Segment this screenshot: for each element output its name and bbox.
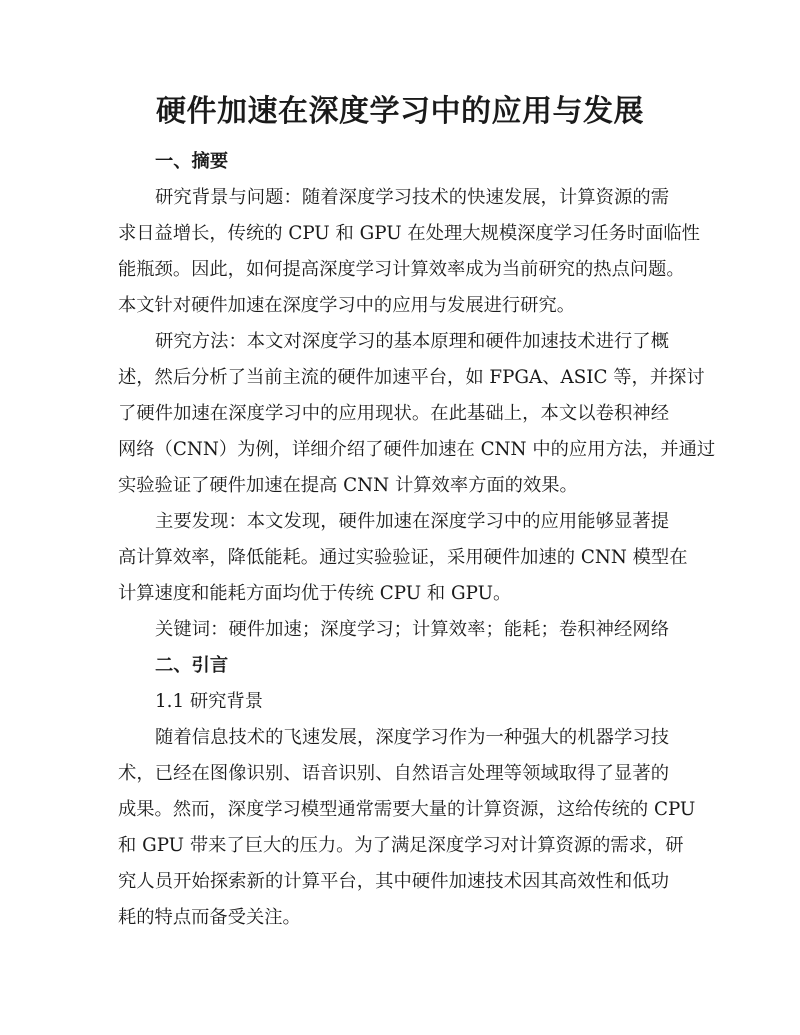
text-line: 随着信息技术的飞速发展，深度学习作为一种强大的机器学习技	[155, 727, 669, 748]
text-line: 主要发现：本文发现，硬件加速在深度学习中的应用能够显著提	[155, 511, 669, 532]
text-line: 本文针对硬件加速在深度学习中的应用与发展进行研究。	[118, 295, 576, 316]
text-line: 网络（CNN）为例，详细介绍了硬件加速在 CNN 中的应用方法，并通过	[118, 439, 716, 460]
text-line: 计算速度和能耗方面均优于传统 CPU 和 GPU。	[118, 583, 512, 604]
text-line: 求日益增长，传统的 CPU 和 GPU 在处理大规模深度学习任务时面临性	[118, 223, 700, 244]
subsection-heading: 1.1 研究背景	[155, 691, 264, 712]
section-heading-introduction: 二、引言	[155, 655, 229, 676]
document-title: 硬件加速在深度学习中的应用与发展	[156, 94, 644, 129]
text-line: 和 GPU 带来了巨大的压力。为了满足深度学习对计算资源的需求，研	[118, 835, 684, 856]
text-line: 述，然后分析了当前主流的硬件加速平台，如 FPGA、ASIC 等，并探讨	[118, 367, 705, 388]
text-line: 能瓶颈。因此，如何提高深度学习计算效率成为当前研究的热点问题。	[118, 259, 685, 280]
text-line: 术，已经在图像识别、语音识别、自然语言处理等领域取得了显著的	[118, 763, 669, 784]
section-heading-abstract: 一、摘要	[155, 151, 229, 172]
text-line: 究人员开始探索新的计算平台，其中硬件加速技术因其高效性和低功	[118, 871, 669, 892]
text-line: 实验验证了硬件加速在提高 CNN 计算效率方面的效果。	[118, 475, 578, 496]
text-line: 成果。然而，深度学习模型通常需要大量的计算资源，这给传统的 CPU	[118, 799, 696, 820]
text-line: 研究背景与问题：随着深度学习技术的快速发展，计算资源的需	[155, 187, 669, 208]
paragraph-research-background	[118, 720, 696, 936]
text-line: 耗的特点而备受关注。	[118, 907, 301, 928]
text-line: 了硬件加速在深度学习中的应用现状。在此基础上，本文以卷积神经	[118, 403, 669, 424]
paragraph-methods	[118, 324, 716, 504]
document-body	[118, 144, 716, 936]
keywords: 关键词：硬件加速；深度学习；计算效率；能耗；卷积神经网络	[155, 619, 669, 640]
paragraph-findings	[118, 504, 688, 612]
text-line: 高计算效率，降低能耗。通过实验验证，采用硬件加速的 CNN 模型在	[118, 547, 688, 568]
paragraph-background	[118, 180, 700, 324]
text-line: 研究方法：本文对深度学习的基本原理和硬件加速技术进行了概	[155, 331, 669, 352]
